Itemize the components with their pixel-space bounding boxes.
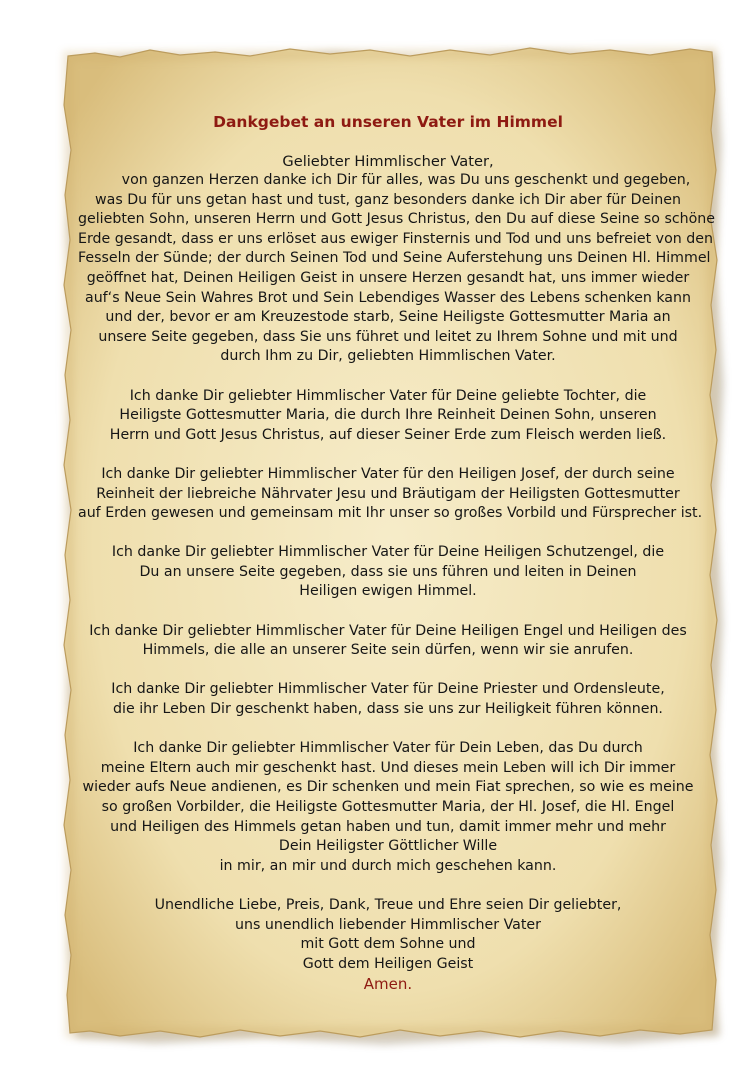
- text-line: so großen Vorbilder, die Heiligste Gottesmutter Maria, der Hl. Josef, die Hl. Engel: [101, 799, 675, 815]
- greeting: Geliebter Himmlischer Vater,: [282, 153, 494, 170]
- text-line: was Du für uns getan hast und tust, ganz besonders danke ich Dir aber für Deinen: [95, 191, 681, 208]
- text-line: mit Gott dem Sohne und: [300, 936, 476, 953]
- text-line: Gott dem Heiligen Geist: [302, 955, 474, 972]
- text-line: Ich danke Dir geliebter Himmlischer Vater für Deine Priester und Ordensleute,: [111, 681, 665, 698]
- paragraph-5: [78, 622, 698, 661]
- document-title: Dankgebet an unseren Vater im Himmel: [213, 113, 563, 131]
- text-line: und der, bevor er am Kreuzestode starb, Seine Heiligste Gottesmutter Maria an: [105, 309, 671, 326]
- text-line: Ich danke Dir geliebter Himmlischer Vater für Dein Leben, das Du durch: [133, 740, 643, 757]
- text-line: Reinheit der liebreiche Nährvater Jesu und Bräutigam der Heiligsten Gottesmutter: [96, 485, 680, 502]
- text-line: von ganzen Herzen danke ich Dir für alles, was Du uns geschenkt und gegeben,: [121, 172, 691, 188]
- text-line: die ihr Leben Dir geschenkt haben, dass sie uns zur Heiligkeit führen können.: [113, 701, 663, 718]
- text-line: meine Eltern auch mir geschenkt hast. Und dieses mein Leben will ich Dir immer: [100, 759, 676, 776]
- text-line: geliebten Sohn, unseren Herrn und Gott Jesus Christus, den Du auf diese Seine so schöne: [78, 211, 716, 228]
- text-line: Unendliche Liebe, Preis, Dank, Treue und Ehre seien Dir geliebter,: [154, 896, 622, 913]
- prayer-text: [78, 112, 716, 994]
- text-line: auf‘s Neue Sein Wahres Brot und Sein Lebendiges Wasser des Lebens schenken kann: [85, 289, 691, 306]
- text-line: Dein Heiligster Göttlicher Wille: [278, 838, 498, 855]
- text-line: durch Ihm zu Dir, geliebten Himmlischen Vater.: [220, 348, 556, 365]
- text-line: Heiligen ewigen Himmel.: [299, 583, 477, 600]
- text-line: Ich danke Dir geliebter Himmlischer Vater für Deine Heiligen Engel und Heiligen des: [89, 622, 687, 639]
- text-line: Ich danke Dir geliebter Himmlischer Vater für Deine Heiligen Schutzengel, die: [111, 544, 665, 561]
- paragraph-6: [78, 680, 698, 719]
- text-line: geöffnet hat, Deinen Heiligen Geist in unsere Herzen gesandt hat, uns immer wieder: [86, 269, 690, 286]
- text-line: Ich danke Dir geliebter Himmlischer Vater für den Heiligen Josef, der durch seine: [101, 465, 675, 482]
- text-line: Ich danke Dir geliebter Himmlischer Vater für Deine geliebte Tochter, die: [129, 387, 647, 404]
- closing-amen: Amen.: [363, 975, 413, 994]
- text-line: Fesseln der Sünde; der durch Seinen Tod und Seine Auferstehung uns Deinen Hl. Himmel: [78, 250, 711, 267]
- paragraph-4: [78, 543, 698, 602]
- text-line: Herrn und Gott Jesus Christus, auf dieser Seiner Erde zum Fleisch werden ließ.: [109, 426, 667, 443]
- paragraph-1: [78, 171, 716, 367]
- text-line: und Heiligen des Himmels getan haben und tun, damit immer mehr und mehr: [110, 818, 666, 835]
- text-line: Himmels, die alle an unserer Seite sein dürfen, wenn wir sie anrufen.: [142, 642, 634, 659]
- text-line: uns unendlich liebender Himmlischer Vater: [234, 916, 541, 933]
- text-line: wieder aufs Neue andienen, es Dir schenken und mein Fiat sprechen, so wie es meine: [82, 779, 694, 796]
- text-line: in mir, an mir und durch mich geschehen kann.: [219, 857, 557, 874]
- paragraph-7: [78, 739, 698, 876]
- paragraph-8: [78, 896, 698, 994]
- text-line: auf Erden gewesen und gemeinsam mit Ihr unser so großes Vorbild und Fürsprecher ist.: [78, 505, 703, 522]
- text-line: unsere Seite gegeben, dass Sie uns führet und leitet zu Ihrem Sohne und mit und: [98, 328, 678, 345]
- text-line: Heiligste Gottesmutter Maria, die durch Ihre Reinheit Deinen Sohn, unseren: [119, 407, 657, 424]
- text-line: Erde gesandt, dass er uns erlöset aus ewiger Finsternis und Tod und uns befreiet von den: [78, 230, 713, 247]
- paragraph-3: [78, 465, 703, 524]
- text-line: Du an unsere Seite gegeben, dass sie uns führen und leiten in Deinen: [139, 563, 637, 580]
- paragraph-2: [78, 387, 698, 446]
